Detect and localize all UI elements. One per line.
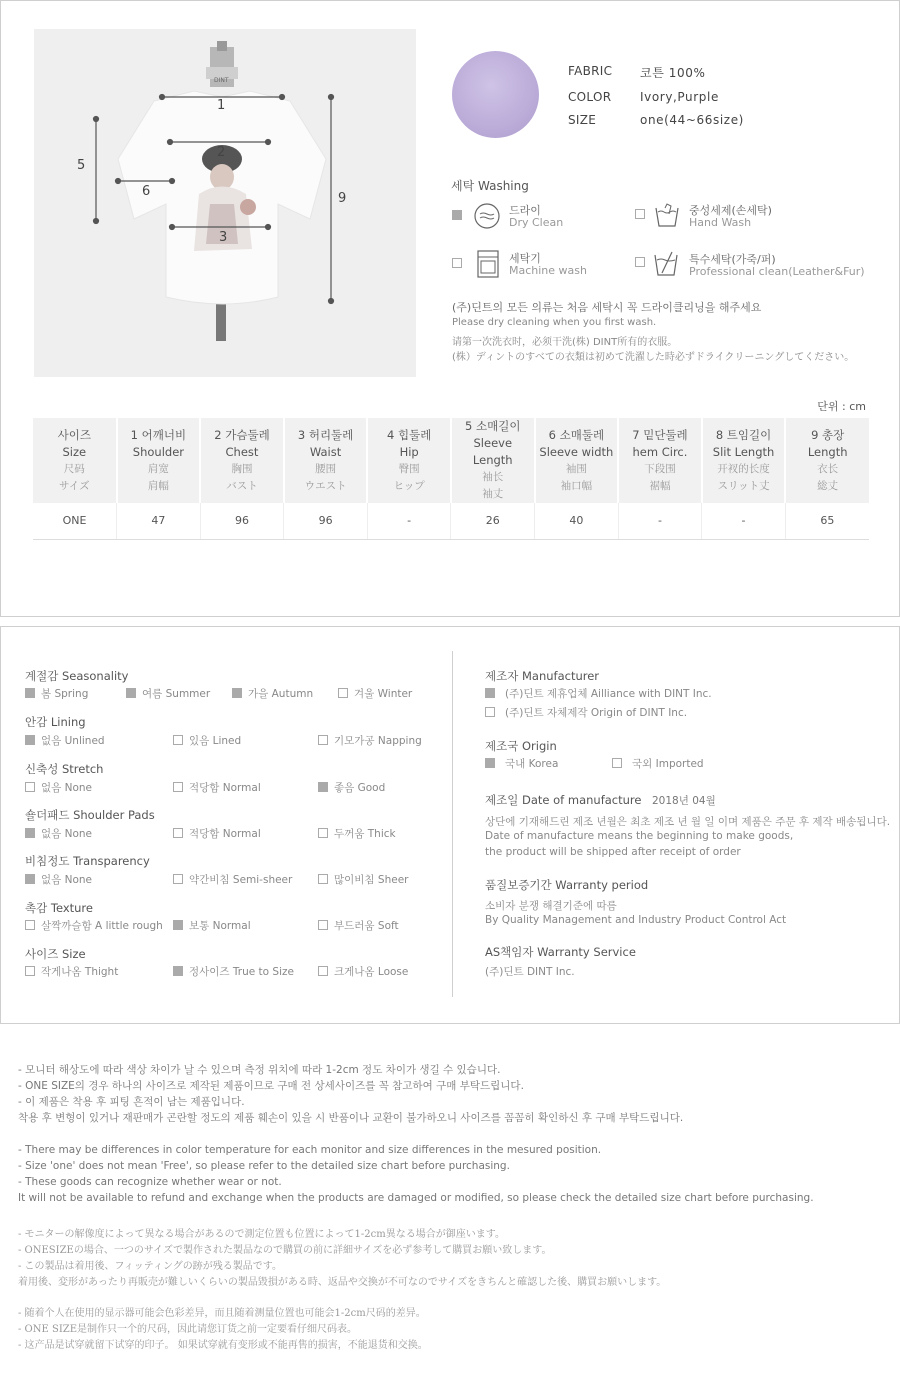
note-en-1: - There may be differences in color temperature for each monitor and size differences in the mesured position. [18, 1144, 602, 1156]
size-table-header: 1 어깨너비 Shoulder 肩宽 肩幅 [117, 418, 201, 503]
checkbox [126, 688, 136, 698]
checkbox [173, 782, 183, 792]
checkbox [173, 735, 183, 745]
fit-size-title: 사이즈 Size [25, 947, 86, 961]
spec-label-fabric: FABRIC [568, 64, 613, 78]
size-table-header: 5 소매길이 Sleeve Length 袖长 袖丈 [451, 418, 535, 503]
measure-label-3: 3 [219, 230, 228, 245]
hand-wash-label-en: Hand Wash [689, 216, 752, 229]
as-title: AS책임자 Warranty Service [485, 945, 636, 959]
measure-label-9: 9 [338, 191, 347, 206]
transparency-title: 비침정도 Transparency [25, 854, 150, 868]
size-spec-panel [0, 0, 900, 617]
date-note-ko: 상단에 기재해드린 제조 년월은 최초 제조 년 월 일 이며 제품은 주문 후 제작 배송됩니다. [485, 816, 891, 828]
note-cn-2: - ONE SIZE是制作只一个的尺码，因此请您订货之前一定要看仔细尺码表。 [18, 1324, 358, 1335]
spec-label-size: SIZE [568, 113, 597, 127]
table-row [33, 503, 869, 539]
shoulder-pads-title: 숄더패드 Shoulder Pads [25, 808, 155, 822]
dry-clean-checkbox [452, 210, 462, 220]
option-autumn: 가을 Autumn [232, 686, 313, 701]
professional-clean-icon [652, 249, 682, 279]
note-jp-2: - ONESIZEの場合、一つのサイズで製作された製品なので購買の前に詳細サイズを必ず参考して購買お願い致します。 [18, 1245, 552, 1256]
fabric-color-swatch [452, 51, 539, 138]
size-table-header: 6 소매둘레 Sleeve width 袖围 袖口幅 [535, 418, 619, 503]
dry-clean-label-en: Dry Clean [509, 216, 564, 229]
washing-note-cn: 请第一次洗衣时，必须干洗(株) DINT所有的衣服。 [452, 337, 678, 348]
size-cell: 26 [451, 503, 535, 539]
checkbox [25, 688, 35, 698]
size-table-header-row [33, 418, 869, 503]
origin-korea: 국내 Korea [485, 756, 558, 771]
size-table-header: 4 힙둘레 Hip 臀围 ヒップ [367, 418, 451, 503]
checkbox [173, 828, 183, 838]
garment-photo [34, 29, 416, 377]
size-cell: 65 [785, 503, 869, 539]
machine-wash-label-en: Machine wash [509, 264, 587, 277]
washing-note-jp: (株）ディントのすべての衣類は初めて洗濯した時必ずドライクリーニングしてください。 [452, 352, 855, 363]
checkbox [318, 828, 328, 838]
mannequin-tag: DINT [214, 77, 229, 84]
checkbox [25, 782, 35, 792]
checkbox [173, 920, 183, 930]
spec-value-size: one(44~66size) [640, 113, 744, 127]
note-ko-2: - ONE SIZE의 경우 하나의 사이즈로 제작된 제품이므로 구매 전 상세사이즈를 꼭 참고하여 구매 부탁드립니다. [18, 1080, 524, 1092]
dry-clean-icon [473, 202, 501, 230]
note-cn-1: - 随着个人在使用的显示器可能会色彩差异，而且随着测量位置也可能会1-2cm尺码的差异。 [18, 1308, 426, 1319]
checkbox [232, 688, 242, 698]
as-line: (주)딘트 DINT Inc. [485, 966, 575, 978]
warranty-line-en: By Quality Management and Industry Product Control Act [485, 914, 787, 926]
checkbox [25, 735, 35, 745]
option-pads-normal: 적당함 Normal [173, 826, 261, 841]
option-transparency-none: 없음 None [25, 872, 92, 887]
seasonality-title: 계절감 Seasonality [25, 669, 129, 683]
machine-wash-checkbox [452, 258, 462, 268]
option-stretch-good: 좋음 Good [318, 780, 385, 795]
origin-title: 제조국 Origin [485, 739, 557, 753]
professional-clean-label-en: Professional clean(Leather&Fur) [689, 265, 865, 278]
warranty-line-ko: 소비자 분쟁 해결기준에 따름 [485, 900, 617, 912]
note-jp-4: 着用後、変形があったり再販売が難しいくらいの製品毀損がある時、返品や交換が不可なのでサイズをきちんと確認した後、購買お願いします。 [18, 1277, 667, 1288]
note-ko-3: - 이 제품은 착용 후 피팅 흔적이 남는 제품입니다. [18, 1096, 245, 1108]
size-table-header: 9 총장 Length 衣长 総丈 [785, 418, 869, 503]
option-lined: 있음 Lined [173, 733, 241, 748]
washing-title: 세탁 Washing [451, 179, 529, 193]
note-jp-3: - この製品は着用後、フィッティングの跡が残る製品です。 [18, 1261, 282, 1272]
machine-wash-label-ko: 세탁기 [509, 252, 541, 265]
washing-machine-icon [475, 249, 501, 279]
measure-label-2: 2 [217, 145, 226, 160]
measure-label-5: 5 [77, 158, 86, 173]
date-title: 제조일 Date of manufacture [485, 793, 642, 807]
option-sheer: 많이비침 Sheer [318, 872, 408, 887]
checkbox [338, 688, 348, 698]
checkbox [173, 966, 183, 976]
option-spring: 봄 Spring [25, 686, 88, 701]
washing-note-ko: (주)딘트의 모든 의류는 처음 세탁시 꼭 드라이클리닝을 해주세요 [452, 301, 762, 314]
note-jp-1: - モニターの解像度によって異なる場合があるので測定位置も位置によって1-2cm異なる場合が御座います。 [18, 1229, 505, 1240]
size-cell: - [367, 503, 451, 539]
manufacturer-origin-dint: (주)딘트 자체제작 Origin of DINT Inc. [485, 705, 687, 720]
size-cell: 96 [284, 503, 368, 539]
note-en-4: It will not be available to refund and exchange when the products are damaged or modified, so please check the detailed size chart before purchasing. [18, 1192, 814, 1204]
option-pads-thick: 두꺼움 Thick [318, 826, 396, 841]
size-table-header: 2 가슴둘레 Chest 胸围 バスト [200, 418, 284, 503]
checkbox [25, 966, 35, 976]
option-loose: 크게나옴 Loose [318, 964, 408, 979]
option-semi-sheer: 약간비침 Semi-sheer [173, 872, 292, 887]
checkbox [318, 920, 328, 930]
note-ko-4: 착용 후 변형이 있거나 재판매가 곤란할 정도의 제품 훼손이 있을 시 반품이나 교환이 불가하오니 사이즈를 꼼꼼히 확인하신 후 구매 부탁드립니다. [18, 1112, 684, 1124]
size-cell: 96 [200, 503, 284, 539]
measure-label-1: 1 [217, 98, 226, 113]
note-cn-3: - 这产品是试穿就留下试穿的印子。 如果试穿就有变形或不能再售的损害，不能退货和交换。 [18, 1340, 428, 1351]
product-info-panel [0, 626, 900, 1024]
note-ko-1: - 모니터 해상도에 따라 색상 차이가 날 수 있으며 측정 위치에 따라 1-2cm 정도 차이가 생길 수 있습니다. [18, 1064, 501, 1076]
dry-clean-label-ko: 드라이 [509, 204, 541, 217]
origin-imported: 국외 Imported [612, 756, 704, 771]
manufacturer-title: 제조자 Manufacturer [485, 669, 600, 683]
hand-wash-checkbox [635, 209, 645, 219]
size-table-header: 7 밑단둘레 hem Circ. 下段围 裾幅 [618, 418, 702, 503]
size-cell: 47 [117, 503, 201, 539]
professional-clean-checkbox [635, 257, 645, 267]
spec-value-fabric: 코튼 100% [640, 66, 706, 80]
option-pads-none: 없음 None [25, 826, 92, 841]
checkbox [318, 874, 328, 884]
size-cell: ONE [33, 503, 117, 539]
date-note-en-1: Date of manufacture means the beginning to make goods, [485, 830, 794, 842]
option-stretch-normal: 적당함 Normal [173, 780, 261, 795]
checkbox [318, 782, 328, 792]
checkbox [318, 735, 328, 745]
checkbox [25, 874, 35, 884]
washing-note-en: Please dry cleaning when you first wash. [452, 317, 657, 328]
option-soft: 부드러움 Soft [318, 918, 399, 933]
measure-label-6: 6 [142, 184, 151, 199]
option-summer: 여름 Summer [126, 686, 210, 701]
size-table [33, 418, 869, 540]
hand-wash-icon [653, 202, 681, 230]
note-en-3: - These goods can recognize whether wear or not. [18, 1176, 282, 1188]
lining-title: 안감 Lining [25, 715, 86, 729]
option-stretch-none: 없음 None [25, 780, 92, 795]
texture-title: 촉감 Texture [25, 901, 93, 915]
size-cell: - [702, 503, 786, 539]
spec-value-color: Ivory,Purple [640, 90, 719, 104]
checkbox [318, 966, 328, 976]
checkbox [25, 828, 35, 838]
option-tight: 작게나옴 Thight [25, 964, 118, 979]
option-rough: 살짝까슬함 A little rough [25, 918, 163, 933]
professional-clean-label-ko: 특수세탁(가죽/퍼) [689, 253, 776, 266]
size-table-header: 사이즈 Size 尺码 サイズ [33, 418, 117, 503]
checkbox [485, 688, 495, 698]
checkbox [173, 874, 183, 884]
option-texture-normal: 보통 Normal [173, 918, 251, 933]
size-table-header: 3 허리둘레 Waist 腰围 ウエスト [284, 418, 368, 503]
option-true-to-size: 정사이즈 True to Size [173, 964, 294, 979]
warranty-title: 품질보증기간 Warranty period [485, 878, 649, 892]
checkbox [612, 758, 622, 768]
option-napping: 기모가공 Napping [318, 733, 422, 748]
column-divider [452, 651, 453, 997]
date-value: 2018년 04월 [652, 795, 716, 807]
note-en-2: - Size 'one' does not mean 'Free', so please refer to the detailed size chart before purchasing. [18, 1160, 510, 1172]
size-cell: - [618, 503, 702, 539]
option-winter: 겨울 Winter [338, 686, 412, 701]
stretch-title: 신축성 Stretch [25, 762, 104, 776]
spec-label-color: COLOR [568, 90, 612, 104]
manufacturer-alliance: (주)딘트 제휴업체 Ailliance with DINT Inc. [485, 686, 712, 701]
unit-label: 단위 : cm [817, 400, 866, 413]
size-table-header: 8 트임길이 Slit Length 开衩的长度 スリット丈 [702, 418, 786, 503]
checkbox [485, 707, 495, 717]
date-note-en-2: the product will be shipped after receipt of order [485, 846, 741, 858]
checkbox [485, 758, 495, 768]
checkbox [25, 920, 35, 930]
option-unlined: 없음 Unlined [25, 733, 105, 748]
hand-wash-label-ko: 중성세제(손세탁) [689, 204, 772, 217]
size-cell: 40 [535, 503, 619, 539]
